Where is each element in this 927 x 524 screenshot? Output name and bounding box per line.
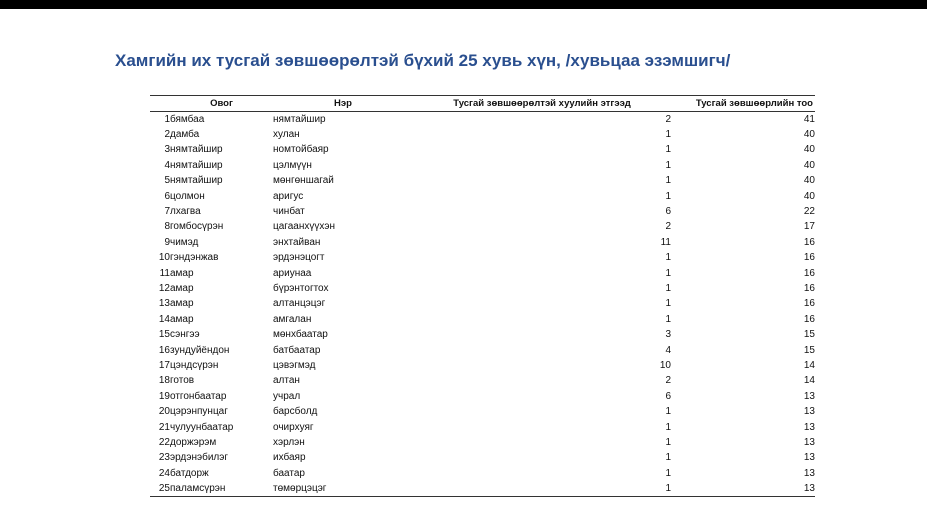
row-lastname: паламсүрэн [170,481,273,496]
row-firstname: очирхуяг [273,421,314,433]
table-row [150,404,815,419]
row-firstname: баатар [273,467,305,479]
header-count: Тусгай зөвшөөрлийн тоо [671,96,815,112]
row-firstname: ариунаа [273,267,312,279]
row-number: 25 [150,481,170,496]
table-row [150,204,815,219]
row-license-count: 40 [803,190,815,202]
row-number: 17 [158,359,170,371]
row-lastname: бямбаа [170,113,205,125]
row-entity-count: 11 [660,236,671,248]
row-number: 16 [158,344,170,356]
table-row [150,327,815,342]
header-entities: Тусгай зөвшөөрөлтэй хуулийн этгээд [413,96,671,112]
table-body [150,112,815,497]
table-row [150,358,815,373]
table-row [150,173,815,188]
row-firstname: чинбат [273,206,305,218]
row-number: 12 [158,282,170,294]
row-number: 1 [164,113,170,125]
row-entity-count: 1 [665,298,671,310]
row-lastname: дамба [170,129,200,141]
row-number: 5 [164,175,170,187]
row-firstname: төмөрцэцэг [273,481,413,496]
row-lastname: нямтайшир [170,144,223,156]
row-license-count: 22 [803,206,815,218]
row-license-count: 16 [803,282,815,294]
row-license-count: 17 [803,221,815,233]
row-entity-count: 1 [665,452,671,464]
row-entity-count: 4 [665,344,671,356]
row-lastname: чимэд [170,236,199,248]
row-number: 20 [158,406,170,418]
table-row [150,435,815,450]
table-row [150,389,815,404]
table-row [150,373,815,388]
header-firstname: Нэр [273,96,413,112]
table-row [150,296,815,311]
row-entity-count: 1 [665,190,671,202]
table-row [150,419,815,434]
table-row [150,465,815,480]
row-lastname: батдорж [170,467,209,479]
row-lastname: сэнгээ [170,329,200,341]
row-entity-count: 1 [413,481,671,496]
row-license-count: 40 [803,144,815,156]
row-lastname: чулуунбаатар [170,421,234,433]
row-firstname: барсболд [273,406,318,418]
row-entity-count: 1 [665,129,671,141]
row-lastname: цэндсүрэн [170,359,219,371]
row-license-count: 15 [803,329,815,341]
row-number: 23 [158,452,170,464]
row-firstname: цэлмүүн [273,159,312,171]
row-firstname: цэвэгмэд [273,359,316,371]
row-lastname: цолмон [170,190,205,202]
row-number: 2 [164,129,170,141]
table-row [150,450,815,465]
row-entity-count: 6 [665,390,671,402]
table-row [150,250,815,265]
table-row [150,112,815,127]
row-entity-count: 1 [665,467,671,479]
header-lastname: Овог [170,96,273,112]
row-license-count: 40 [803,129,815,141]
row-number: 22 [158,436,170,448]
row-firstname: энхтайван [273,236,321,248]
row-lastname: зундуйёндон [170,344,230,356]
row-firstname: цагаанхүүхэн [273,221,335,233]
page-title: Хамгийн их тусгай зөвшөөрөлтэй бүхий 25 хувь хүн, /хувьцаа эзэмшигч/ [115,51,731,70]
table-row [150,127,815,142]
row-license-count: 16 [803,313,815,325]
row-entity-count: 1 [665,313,671,325]
row-license-count: 13 [803,406,815,418]
row-lastname: амар [170,313,194,325]
row-firstname: батбаатар [273,344,321,356]
table-row [150,265,815,280]
row-entity-count: 1 [665,144,671,156]
table-row [150,342,815,357]
row-number: 9 [164,236,170,248]
row-number: 6 [164,190,170,202]
row-license-count: 16 [803,298,815,310]
table-row [150,188,815,203]
row-firstname: алтан [273,375,300,387]
row-number: 3 [164,144,170,156]
row-license-count: 41 [803,113,815,125]
table-row [150,158,815,173]
row-license-count: 40 [803,159,815,171]
row-lastname: эрдэнэбилэг [170,452,229,464]
row-entity-count: 3 [665,329,671,341]
row-firstname: учрал [273,390,301,402]
table-header-row [150,96,815,112]
row-lastname: амар [170,282,194,294]
row-entity-count: 2 [665,221,671,233]
row-lastname: нямтайшир [170,175,223,187]
row-lastname: лхагва [170,206,201,218]
row-entity-count: 1 [665,421,671,433]
row-firstname: мөнгөншагай [273,175,334,187]
row-number: 14 [158,313,170,325]
table-row [150,219,815,234]
row-license-count: 13 [671,481,815,496]
row-entity-count: 2 [665,375,671,387]
row-entity-count: 1 [665,282,671,294]
table-row [150,481,815,496]
row-entity-count: 1 [665,406,671,418]
row-entity-count: 1 [665,159,671,171]
row-number: 19 [158,390,170,402]
row-license-count: 16 [803,236,815,248]
row-number: 11 [159,267,170,279]
row-firstname: мөнхбаатар [273,329,328,341]
license-holders-table [150,95,815,497]
row-license-count: 14 [803,375,815,387]
row-lastname: цэрэнпунцаг [170,406,228,418]
row-number: 8 [164,221,170,233]
row-lastname: доржэрэм [170,436,217,448]
row-firstname: ихбаяр [273,452,306,464]
row-number: 21 [158,421,170,433]
row-lastname: отгонбаатар [170,390,227,402]
row-license-count: 13 [803,436,815,448]
row-license-count: 13 [803,467,815,479]
table-row [150,142,815,157]
row-entity-count: 6 [665,206,671,218]
row-license-count: 15 [803,344,815,356]
row-license-count: 13 [803,421,815,433]
row-firstname: хулан [273,129,300,141]
row-license-count: 16 [803,267,815,279]
row-entity-count: 10 [659,359,671,371]
row-lastname: амар [170,267,194,279]
row-lastname: готов [170,375,195,387]
row-number: 24 [158,467,170,479]
row-firstname: нямтайшир [273,113,326,125]
table-row [150,235,815,250]
row-firstname: бүрэнтогтох [273,282,329,294]
row-license-count: 40 [803,175,815,187]
row-number: 15 [158,329,170,341]
row-license-count: 14 [803,359,815,371]
row-lastname: нямтайшир [170,159,223,171]
row-firstname: амгалан [273,313,312,325]
row-entity-count: 1 [665,267,671,279]
row-license-count: 16 [803,252,815,264]
table-row [150,281,815,296]
row-license-count: 13 [803,452,815,464]
row-entity-count: 2 [665,113,671,125]
row-firstname: номтойбаяр [273,144,329,156]
row-lastname: амар [170,298,194,310]
table-row [150,312,815,327]
header-index [150,96,170,112]
row-entity-count: 1 [665,436,671,448]
row-number: 10 [158,252,170,264]
row-lastname: гэндэнжав [170,252,219,264]
row-firstname: эрдэнэцогт [273,252,325,264]
row-firstname: алтанцэцэг [273,298,326,310]
row-entity-count: 1 [665,175,671,187]
row-lastname: гомбосүрэн [170,221,224,233]
row-number: 13 [158,298,170,310]
row-number: 18 [158,375,170,387]
row-firstname: аригус [273,190,304,202]
row-license-count: 13 [803,390,815,402]
top-black-bar [0,0,927,9]
row-number: 7 [164,206,170,218]
row-number: 4 [164,159,170,171]
row-firstname: хэрлэн [273,436,305,448]
row-entity-count: 1 [665,252,671,264]
